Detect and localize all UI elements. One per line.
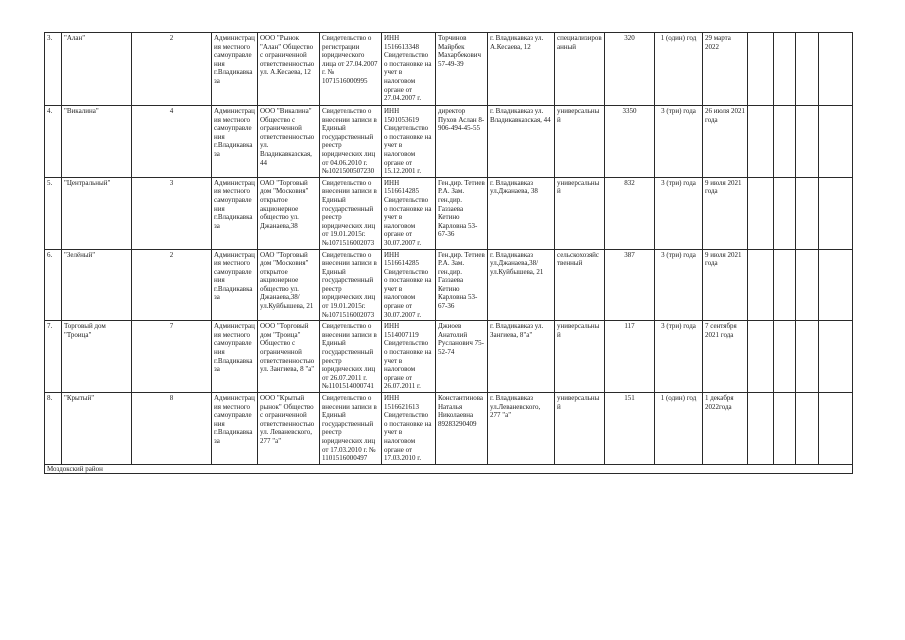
administration: Администрация местного самоуправления г.Владикавказа <box>212 106 258 178</box>
market-count: 2 <box>132 249 212 321</box>
table-row <box>45 33 853 106</box>
market-name: Торговый дом "Троица" <box>62 321 132 393</box>
administration: Администрация местного самоуправления г.Владикавказа <box>212 249 258 321</box>
tax-id: ИНН 1501053619 Свидетельство о постановке на учет в налоговом органе от 15.12.2001 г. <box>382 106 436 178</box>
permit-date: 9 июля 2021 года <box>703 249 748 321</box>
empty-cell <box>774 106 796 178</box>
permit-term: 3 (три) года <box>655 321 703 393</box>
market-count: 3 <box>132 177 212 249</box>
empty-cell <box>796 393 819 465</box>
organization: ООО "Крытый рынок" Общество с ограниченной ответственностью ул. Леваневского, 277 "а" <box>258 393 320 465</box>
administration: Администрация местного самоуправления г.Владикавказа <box>212 321 258 393</box>
permit-date: 7 сентября 2021 года <box>703 321 748 393</box>
permit-term: 3 (три) года <box>655 106 703 178</box>
row-number: 3. <box>45 33 62 106</box>
director: Константинова Наталья Николаевна 89283290409 <box>436 393 488 465</box>
registration-certificate: Свидетельство о внесении записи в Единый государственный реестр юридических лиц от 19.01.2015г. №1071516002073 <box>320 177 382 249</box>
market-name: "Алан" <box>62 33 132 106</box>
market-area: 320 <box>605 33 655 106</box>
market-type: сельскохозяйственный <box>555 249 605 321</box>
empty-cell <box>774 249 796 321</box>
district-row <box>45 464 853 473</box>
empty-cell <box>748 106 774 178</box>
organization: ОАО "Торговый дом "Московия" открытое акционерное общество ул. Джанаева,38 <box>258 177 320 249</box>
organization: ООО "Викалина" Общество с ограниченной ответственностью ул. Владикавказская, 44 <box>258 106 320 178</box>
market-count: 8 <box>132 393 212 465</box>
empty-cell <box>796 106 819 178</box>
row-number: 5. <box>45 177 62 249</box>
empty-cell <box>819 321 853 393</box>
row-number: 7. <box>45 321 62 393</box>
market-name: "Крытый" <box>62 393 132 465</box>
registration-certificate: Свидетельство о внесении записи в Единый государственный реестр юридических лиц от 04.06.2010 г. №1021500507230 <box>320 106 382 178</box>
director: Торчинов Майрбек Махарбекович 57-49-39 <box>436 33 488 106</box>
market-address: г. Владикавказ ул.Леваневского, 277 "а" <box>488 393 555 465</box>
market-type: универсальный <box>555 177 605 249</box>
tax-id: ИНН 1516614285 Свидетельство о постановке на учет в налоговом органе от 30.07.2007 г. <box>382 249 436 321</box>
administration: Администрация местного самоуправления г.Владикавказа <box>212 393 258 465</box>
permit-term: 3 (три) года <box>655 249 703 321</box>
registration-certificate: Свидетельство о регистрации юридического лица от 27.04.2007 г. № 1071516000995 <box>320 33 382 106</box>
registration-certificate: Свидетельство о внесении записи в Единый государственный реестр юридических лиц от 17.03.2010 г. № 1101516000497 <box>320 393 382 465</box>
empty-cell <box>748 393 774 465</box>
market-type: универсальный <box>555 393 605 465</box>
row-number: 6. <box>45 249 62 321</box>
market-area: 151 <box>605 393 655 465</box>
market-name: "Зелёный" <box>62 249 132 321</box>
permit-term: 3 (три) года <box>655 177 703 249</box>
row-number: 8. <box>45 393 62 465</box>
table-row <box>45 393 853 465</box>
empty-cell <box>748 321 774 393</box>
empty-cell <box>774 177 796 249</box>
market-area: 832 <box>605 177 655 249</box>
empty-cell <box>819 249 853 321</box>
permit-term: 1 (один) год <box>655 393 703 465</box>
table-row <box>45 177 853 249</box>
administration: Администрация местного самоуправления г.Владикавказа <box>212 177 258 249</box>
empty-cell <box>796 177 819 249</box>
permit-term: 1 (один) год <box>655 33 703 106</box>
tax-id: ИНН 1516613348 Свидетельство о постановке на учет в налоговом органе от 27.04.2007 г. <box>382 33 436 106</box>
administration: Администрация местного самоуправления г.Владикавказа <box>212 33 258 106</box>
organization: ООО "Торговый дом "Троица" Общество с ограниченной ответственностью ул. Зангиева, 8 "а" <box>258 321 320 393</box>
permit-date: 9 июля 2021 года <box>703 177 748 249</box>
tax-id: ИНН 1514007119 Свидетельство о постановке на учет в налоговом органе от 26.07.2011 г. <box>382 321 436 393</box>
row-number: 4. <box>45 106 62 178</box>
director: Ген.дир. Тетиев Р.А. Зам. ген.дир. Газзаева Кетино Карловна 53-67-36 <box>436 249 488 321</box>
market-address: г. Владикавказ ул. А.Кесаева, 12 <box>488 33 555 106</box>
market-address: г. Владикавказ ул.Джанаева,38/ ул.Куйбышева, 21 <box>488 249 555 321</box>
table-row <box>45 106 853 178</box>
empty-cell <box>796 249 819 321</box>
market-name: "Центральный" <box>62 177 132 249</box>
table-row <box>45 249 853 321</box>
empty-cell <box>748 33 774 106</box>
empty-cell <box>748 177 774 249</box>
markets-registry-table <box>44 32 853 474</box>
market-area: 387 <box>605 249 655 321</box>
tax-id: ИНН 1516621613 Свидетельство о постановке на учет в налоговом органе от 17.03.2010 г. <box>382 393 436 465</box>
market-count: 2 <box>132 33 212 106</box>
empty-cell <box>774 393 796 465</box>
director: директор Пухов Аслан 8-906-494-45-55 <box>436 106 488 178</box>
permit-date: 1 декабря 2022года <box>703 393 748 465</box>
registration-certificate: Свидетельство о внесении записи в Единый государственный реестр юридических лиц от 26.07.2011 г. №1101514000741 <box>320 321 382 393</box>
market-address: г. Владикавказ ул. Владикавказская, 44 <box>488 106 555 178</box>
tax-id: ИНН 1516614285 Свидетельство о постановке на учет в налоговом органе от 30.07.2007 г. <box>382 177 436 249</box>
table-row <box>45 321 853 393</box>
market-count: 7 <box>132 321 212 393</box>
organization: ООО "Рынок "Алан" Общество с ограниченной ответственностью ул. А.Кесаева, 12 <box>258 33 320 106</box>
market-name: "Викалина" <box>62 106 132 178</box>
market-address: г. Владикавказ ул. Зангиева, 8"а" <box>488 321 555 393</box>
empty-cell <box>819 393 853 465</box>
district-name: Моздокский район <box>45 464 853 473</box>
empty-cell <box>796 321 819 393</box>
empty-cell <box>796 33 819 106</box>
organization: ОАО "Торговый дом "Московия" открытое акционерное общество ул. Джанаева,38/ ул.Куйбышева, 21 <box>258 249 320 321</box>
empty-cell <box>819 106 853 178</box>
market-area: 3350 <box>605 106 655 178</box>
director: Ген.дир. Тетиев Р.А. Зам. ген.дир. Газзаева Кетино Карловна 53-67-36 <box>436 177 488 249</box>
empty-cell <box>774 33 796 106</box>
empty-cell <box>774 321 796 393</box>
market-type: универсальный <box>555 321 605 393</box>
market-area: 117 <box>605 321 655 393</box>
empty-cell <box>748 249 774 321</box>
empty-cell <box>819 177 853 249</box>
permit-date: 26 июля 2021 года <box>703 106 748 178</box>
permit-date: 29 марта 2022 <box>703 33 748 106</box>
market-address: г. Владикавказ ул.Джанаева, 38 <box>488 177 555 249</box>
registration-certificate: Свидетельство о внесении записи в Единый государственный реестр юридических лиц от 19.01.2015г. №1071516002073 <box>320 249 382 321</box>
director: Джиоев Анатолий Русланович 75-52-74 <box>436 321 488 393</box>
market-count: 4 <box>132 106 212 178</box>
empty-cell <box>819 33 853 106</box>
market-type: универсальный <box>555 106 605 178</box>
market-type: специализированный <box>555 33 605 106</box>
